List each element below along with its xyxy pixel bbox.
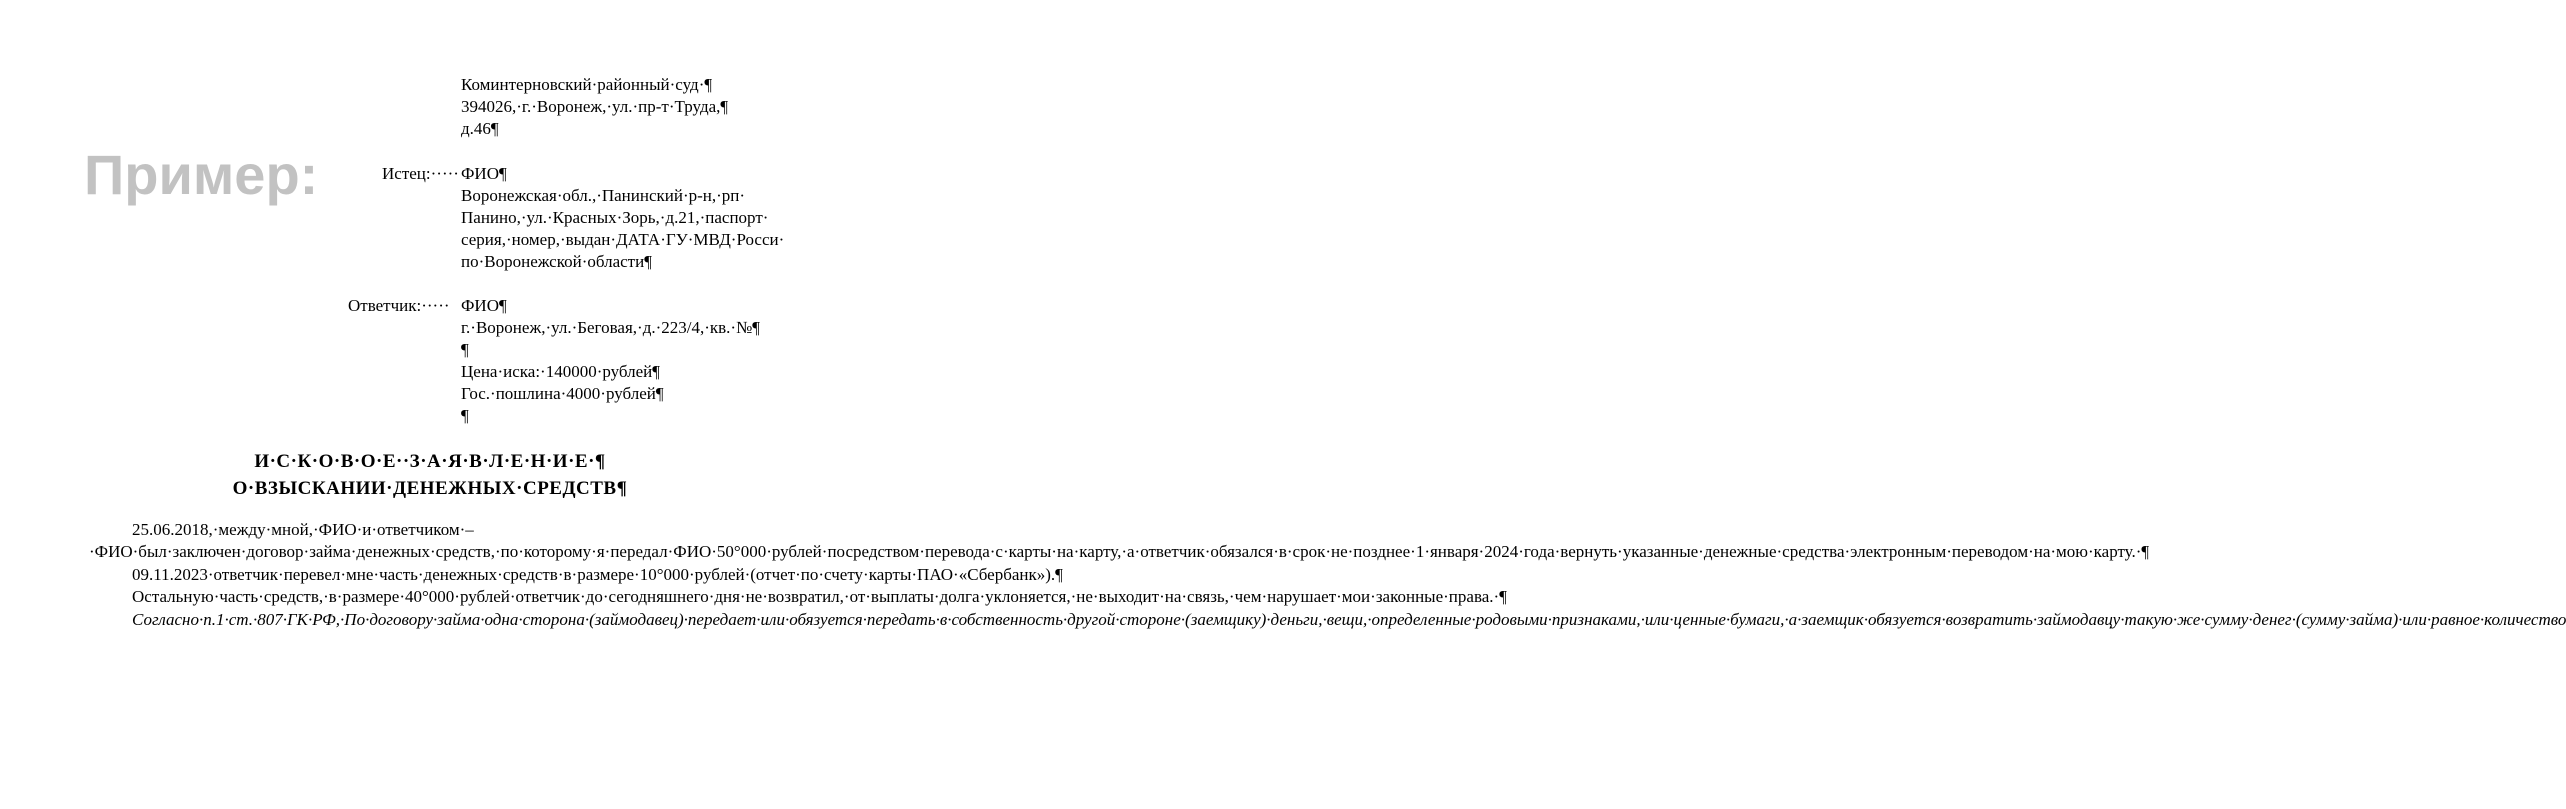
defendant-address: г.·Воронеж,·ул.·Беговая,·д.·223/4,·кв.·№¶: [461, 318, 761, 337]
paragraph-partial-repayment: 09.11.2023·ответчик·перевел·мне·часть·денежных·средств·в·размере·10°000·рублей·(отчет·по·счету·карты·ПАО·«Сбербанк»).¶: [132, 564, 1063, 584]
plaintiff-label: Истец:·····: [382, 164, 459, 183]
watermark: Пример:: [84, 143, 319, 206]
defendant-name: ФИО¶: [461, 296, 507, 315]
document-subtitle: О·ВЗЫСКАНИИ·ДЕНЕЖНЫХ·СРЕДСТВ¶: [232, 478, 628, 499]
claim-price: Цена·иска:·140000·рублей¶: [461, 362, 660, 381]
plaintiff-address-line4: по·Воронежской·области¶: [461, 252, 652, 271]
state-fee: Гос.·пошлина·4000·рублей¶: [461, 384, 664, 403]
paragraph-outstanding-debt: Остальную·часть·средств,·в·размере·40°000·рублей·ответчик·до·сегодняшнего·дня·не·возвратил,·от·выплаты·долга·уклоняется,·не·выходит·на·связь,·чем·нарушает·мои·законные·права.·¶: [132, 587, 1507, 607]
paragraph-loan-agreement: 25.06.2018,·между·мной,·ФИО·и·ответчиком·–·ФИО·был·заключен·договор·займа·денежных·средств,·по·которому·я·передал·ФИО·50°000·рублей·посредством·перевода·с·карты·на·карту,·а·ответчик·обязался·в·срок·не·позднее·1·января·2024·года·вернуть·указанные·денежные·средства·электронным·переводом·на·мою·карту.·¶: [89, 520, 2150, 562]
document-body: [89, 519, 2566, 631]
court-address-line1: 394026,·г.·Воронеж,·ул.·пр-т·Труда,¶: [461, 97, 729, 116]
empty-paragraph-mark: ¶: [461, 340, 469, 359]
empty-paragraph-mark: ¶: [461, 406, 469, 425]
plaintiff-address-line3: серия,·номер,·выдан·ДАТА·ГУ·МВД·Росси·: [461, 230, 785, 249]
document-title: И·С·К·О·В·О·Е··З·А·Я·В·Л·Е·Н·И·Е·¶: [254, 451, 606, 472]
court-name: Коминтерновский·районный·суд·¶: [461, 75, 713, 94]
paragraph-legal-citation: Согласно·п.1·ст.·807·ГК·РФ,·По·договору·займа·одна·сторона·(займодавец)·передает·или·обязуется·передать·в·собственность·другой·стороне·(заемщику)·деньги,·вещи,·определенные·родовыми·признаками,·или·ценные·бумаги,·а·заемщик·обязуется·возвратить·займодавцу·такую·же·сумму·денег·(сумму·займа)·или·равное·количество: [132, 609, 2566, 629]
plaintiff-address-line2: Панино,·ул.·Красных·Зорь,·д.21,·паспорт·: [461, 208, 769, 227]
plaintiff-name: ФИО¶: [461, 164, 507, 183]
court-address-line2: д.46¶: [461, 119, 499, 138]
defendant-label: Ответчик:·····: [348, 296, 450, 315]
plaintiff-address-line1: Воронежская·обл.,·Панинский·р-н,·рп·: [461, 186, 746, 205]
